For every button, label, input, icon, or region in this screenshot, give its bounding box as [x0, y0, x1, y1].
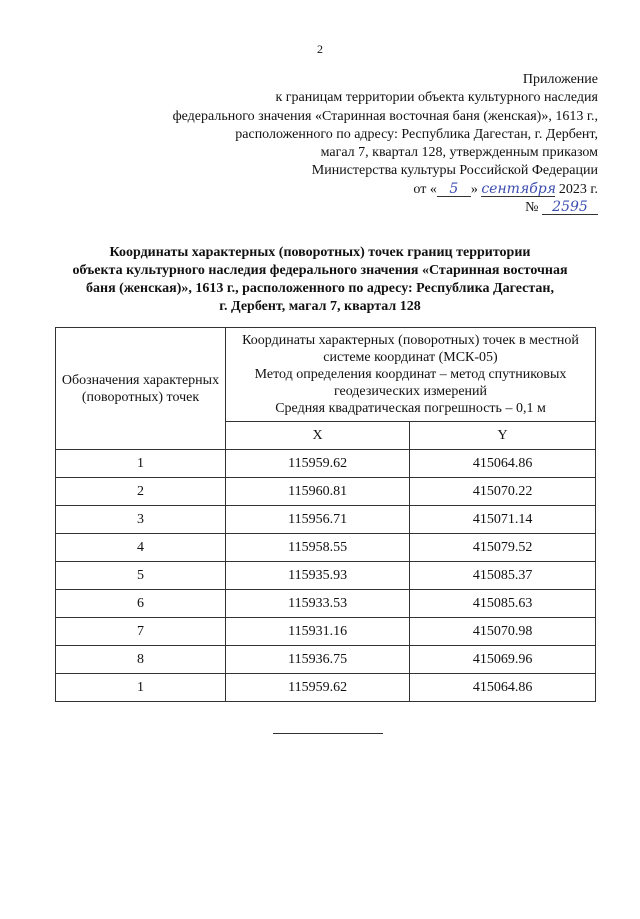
point-cell: 4 [56, 534, 226, 562]
appendix-line: Министерства культуры Российской Федерации [311, 163, 598, 179]
point-cell: 7 [56, 618, 226, 646]
appendix-date [173, 181, 598, 199]
table-row [56, 590, 596, 618]
x-cell: 115956.71 [226, 506, 410, 534]
info-line: геодезических измерений [333, 384, 488, 399]
point-cell: 6 [56, 590, 226, 618]
date-prefix: от « [413, 181, 437, 197]
title-line: г. Дербент, магал 7, квартал 128 [219, 299, 421, 314]
y-cell: 415069.96 [410, 646, 596, 674]
y-cell: 415085.63 [410, 590, 596, 618]
appendix-block [173, 71, 598, 217]
table-row [56, 478, 596, 506]
appendix-line: Приложение [522, 72, 598, 87]
point-cell: 3 [56, 506, 226, 534]
table-row [56, 506, 596, 534]
info-line: Координаты характерных (поворотных) точек в местной [242, 333, 579, 348]
x-cell: 115960.81 [226, 478, 410, 506]
y-cell: 415064.86 [410, 450, 596, 478]
point-cell: 2 [56, 478, 226, 506]
info-line: Метод определения координат – метод спутниковых [254, 367, 567, 382]
table-row [56, 646, 596, 674]
table-row [56, 534, 596, 562]
points-header: Обозначения характерных (поворотных) точек [56, 328, 226, 450]
number-label: № [525, 200, 539, 216]
x-cell: 115933.53 [226, 590, 410, 618]
appendix-line: магал 7, квартал 128, утвержденным приказом [320, 145, 598, 161]
date-year: 2023 г. [558, 181, 598, 197]
x-cell: 115935.93 [226, 562, 410, 590]
table-row [56, 562, 596, 590]
x-cell: 115936.75 [226, 646, 410, 674]
point-cell: 1 [56, 450, 226, 478]
table-row [56, 674, 596, 702]
appendix-line: расположенного по адресу: Республика Дагестан, г. Дербент, [235, 126, 598, 142]
title-line: Координаты характерных (поворотных) точек границ территории [109, 245, 531, 260]
x-cell: 115959.62 [226, 450, 410, 478]
coordinates-table [55, 327, 596, 702]
date-mid: » [470, 181, 478, 197]
y-cell: 415064.86 [410, 674, 596, 702]
x-header: X [226, 422, 410, 450]
number-value: 2595 [542, 200, 598, 215]
coordinates-info-header [226, 328, 596, 422]
date-month: сентября [481, 180, 556, 197]
info-line: системе координат (МСК-05) [323, 350, 498, 365]
end-divider [273, 733, 383, 734]
y-cell: 415071.14 [410, 506, 596, 534]
point-cell: 5 [56, 562, 226, 590]
y-cell: 415079.52 [410, 534, 596, 562]
point-cell: 8 [56, 646, 226, 674]
y-cell: 415070.22 [410, 478, 596, 506]
appendix-line: федерального значения «Старинная восточная баня (женская)», 1613 г., [172, 108, 598, 124]
point-cell: 1 [56, 674, 226, 702]
appendix-line: к границам территории объекта культурного наследия [275, 90, 598, 106]
table-row [56, 618, 596, 646]
x-cell: 115958.55 [226, 534, 410, 562]
info-line: Средняя квадратическая погрешность – 0,1 м [275, 401, 546, 416]
y-cell: 415070.98 [410, 618, 596, 646]
date-day: 5 [437, 182, 471, 197]
y-cell: 415085.37 [410, 562, 596, 590]
title-line: баня (женская)», 1613 г., расположенного по адресу: Республика Дагестан, [86, 281, 554, 296]
y-header: Y [410, 422, 596, 450]
title-line: объекта культурного наследия федерального значения «Старинная восточная [72, 263, 568, 278]
x-cell: 115959.62 [226, 674, 410, 702]
document-title [40, 244, 600, 316]
x-cell: 115931.16 [226, 618, 410, 646]
appendix-number [173, 199, 598, 217]
page-number: 2 [317, 42, 323, 56]
table-row [56, 450, 596, 478]
